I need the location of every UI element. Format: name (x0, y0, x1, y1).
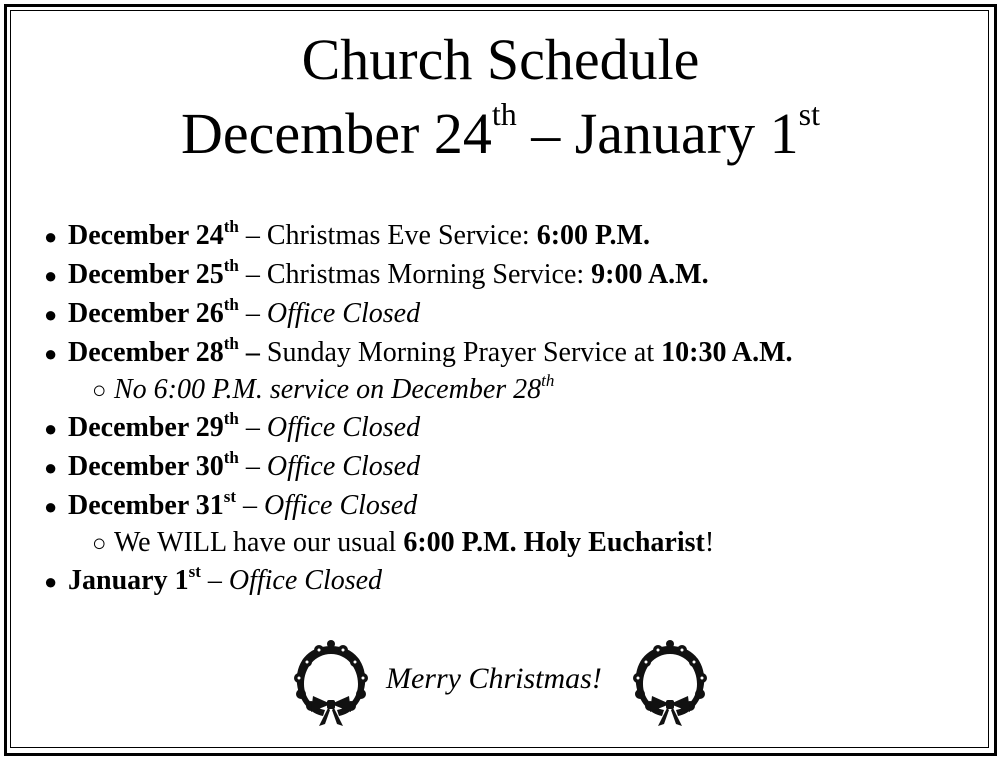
bullet-icon: ● (44, 569, 58, 594)
list-item: ● December 25th – Christmas Morning Service: 9:00 A.M. (44, 255, 984, 294)
sub-list-item: ○ No 6:00 P.M. service on December 28th (44, 372, 984, 408)
bullet-icon: ● (44, 455, 58, 480)
list-item: ● December 24th – Christmas Eve Service: 6:00 P.M. (44, 216, 984, 255)
greeting-text: Merry Christmas! (386, 662, 602, 695)
bullet-icon: ● (44, 224, 58, 249)
circle-bullet-icon: ○ (92, 378, 107, 404)
circle-bullet-icon: ○ (92, 531, 107, 557)
list-item: ● December 29th – Office Closed (44, 408, 984, 447)
list-item: ● December 26th – Office Closed (44, 294, 984, 333)
bullet-icon: ● (44, 416, 58, 441)
list-item: ● January 1st – Office Closed (44, 561, 984, 600)
bullet-icon: ● (44, 494, 58, 519)
bullet-icon: ● (44, 341, 58, 366)
footer (0, 640, 1001, 730)
bullet-icon: ● (44, 263, 58, 288)
list-item: ● December 28th – Sunday Morning Prayer Service at 10:30 A.M. (44, 333, 984, 372)
wreath-icon (289, 640, 373, 728)
sub-list-item: ○ We WILL have our usual 6:00 P.M. Holy Eucharist! (44, 525, 984, 561)
wreath-icon (628, 640, 712, 728)
page-title: Church Schedule (301, 27, 700, 92)
date-range-title: December 24th – January 1st (181, 96, 820, 166)
list-item: ● December 30th – Office Closed (44, 447, 984, 486)
list-item: ● December 31st – Office Closed (44, 486, 984, 525)
bullet-icon: ● (44, 302, 58, 327)
schedule-list (44, 216, 984, 600)
